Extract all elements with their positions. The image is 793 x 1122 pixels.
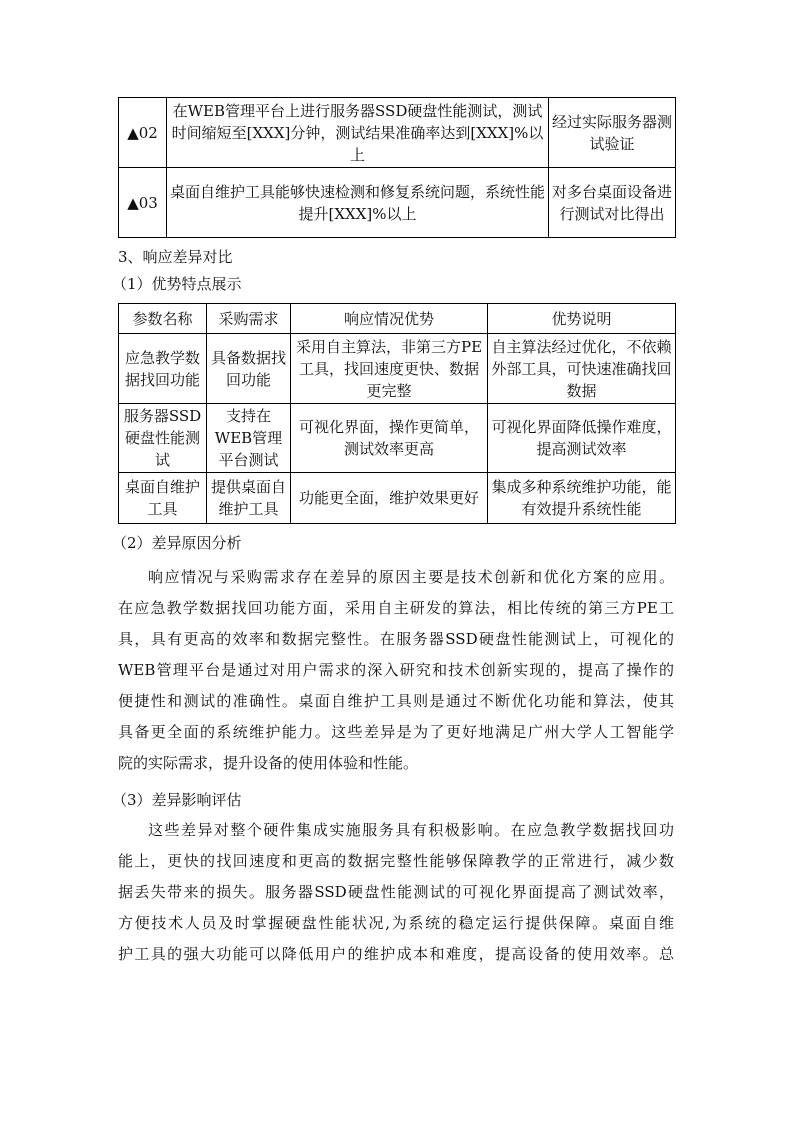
section-heading: 3、响应差异对比 xyxy=(118,248,233,266)
table-cell: 可视化界面降低操作难度，提高测试效率 xyxy=(488,404,676,473)
subsection-heading: （3）差异影响评估 xyxy=(112,791,242,809)
indicator-table xyxy=(118,97,676,238)
subsection-heading: （1）优势特点展示 xyxy=(112,275,242,293)
table-cell: 服务器SSD硬盘性能测试 xyxy=(119,404,207,473)
table-cell: 自主算法经过优化，不依赖外部工具，可快速准确找回数据 xyxy=(488,334,676,404)
indicator-id: ▲02 xyxy=(119,98,167,168)
text-line: 能上，更快的找回速度和更高的数据完整性能够保障教学的正常进行，减少数 xyxy=(118,852,674,870)
column-header: 优势说明 xyxy=(488,304,676,334)
indicator-verify: 经过实际服务器测试验证 xyxy=(549,98,676,168)
indicator-content: 桌面自维护工具能够快速检测和修复系统问题，系统性能提升[XXX]%以上 xyxy=(167,168,549,238)
table-cell: 桌面自维护工具 xyxy=(119,473,207,524)
table-cell: 应急教学数据找回功能 xyxy=(119,334,207,404)
advantage-table xyxy=(118,303,676,524)
text-line: 具，具有更高的效率和数据完整性。在服务器SSD硬盘性能测试上，可视化的 xyxy=(118,630,674,648)
indicator-content: 在WEB管理平台上进行服务器SSD硬盘性能测试，测试时间缩短至[XXX]分钟，测试结果准确率达到[XXX]%以上 xyxy=(167,98,549,168)
text-line: 具备更全面的系统维护能力。这些差异是为了更好地满足广州大学人工智能学 xyxy=(118,723,674,741)
table-cell: 采用自主算法，非第三方PE工具，找回速度更快、数据更完整 xyxy=(291,334,488,404)
table-row xyxy=(119,98,676,168)
table-cell: 可视化界面，操作更简单，测试效率更高 xyxy=(291,404,488,473)
table-row xyxy=(119,334,676,404)
table-cell: 功能更全面，维护效果更好 xyxy=(291,473,488,524)
text-line: 在应急教学数据找回功能方面，采用自主研发的算法，相比传统的第三方PE工 xyxy=(118,599,674,617)
column-header: 参数名称 xyxy=(119,304,207,334)
text-line: 护工具的强大功能可以降低用户的维护成本和难度，提高设备的使用效率。总 xyxy=(118,945,674,963)
table-row xyxy=(119,168,676,238)
text-line: 方便技术人员及时掌握硬盘性能状况,为系统的稳定运行提供保障。桌面自维 xyxy=(118,914,674,932)
table-row xyxy=(119,473,676,524)
text-line: 据丢失带来的损失。服务器SSD硬盘性能测试的可视化界面提高了测试效率， xyxy=(118,883,674,901)
table-row xyxy=(119,404,676,473)
indicator-verify: 对多台桌面设备进行测试对比得出 xyxy=(549,168,676,238)
text-line: WEB管理平台是通过对用户需求的深入研究和技术创新实现的，提高了操作的 xyxy=(118,661,674,679)
table-header-row xyxy=(119,304,676,334)
table-cell: 提供桌面自维护工具 xyxy=(207,473,291,524)
text-line: 便捷性和测试的准确性。桌面自维护工具则是通过不断优化功能和算法，使其 xyxy=(118,692,674,710)
text-line: 院的实际需求，提升设备的使用体验和性能。 xyxy=(118,754,419,772)
text-line: 响应情况与采购需求存在差异的原因主要是技术创新和优化方案的应用。 xyxy=(148,568,674,586)
column-header: 响应情况优势 xyxy=(291,304,488,334)
subsection-heading: （2）差异原因分析 xyxy=(112,534,242,552)
table-cell: 集成多种系统维护功能，能有效提升系统性能 xyxy=(488,473,676,524)
text-line: 这些差异对整个硬件集成实施服务具有积极影响。在应急教学数据找回功 xyxy=(148,821,674,839)
paragraph-impact-assessment xyxy=(118,815,674,970)
table-cell: 支持在WEB管理平台测试 xyxy=(207,404,291,473)
table-cell: 具备数据找回功能 xyxy=(207,334,291,404)
indicator-id: ▲03 xyxy=(119,168,167,238)
paragraph-reason-analysis xyxy=(118,562,674,779)
column-header: 采购需求 xyxy=(207,304,291,334)
